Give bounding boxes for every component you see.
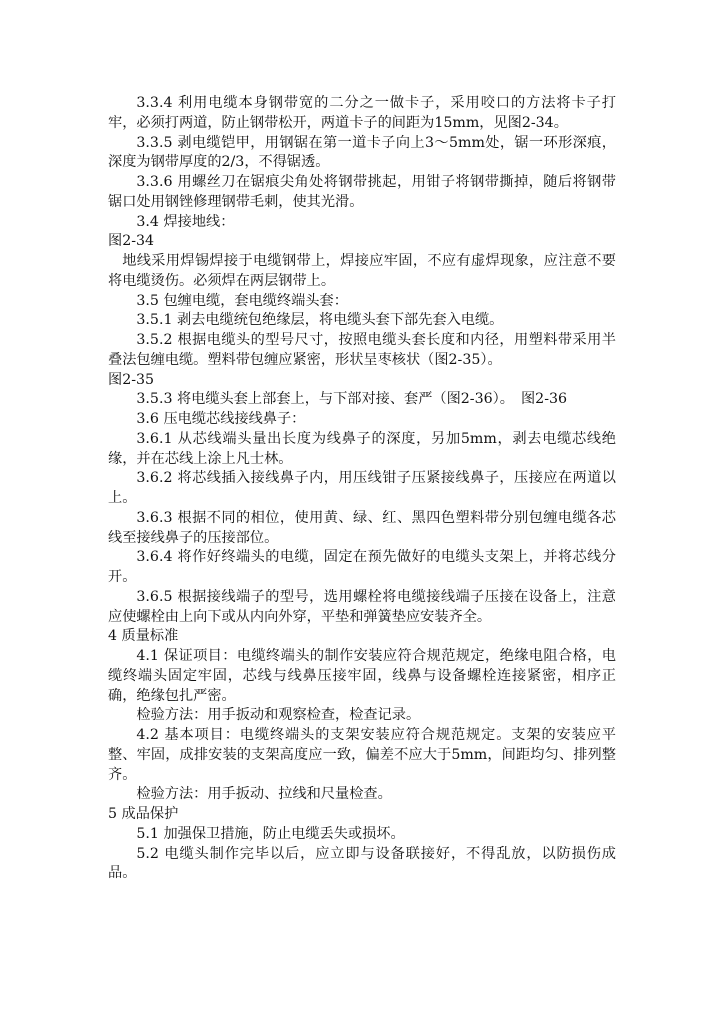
paragraph: 检验方法：用手扳动和观察检查，检查记录。 xyxy=(136,707,421,724)
paragraph: 4.1 保证项目：电缆终端头的制作安装应符合规范规定，绝缘电阻合格，电缆终端头固定牢固，芯线与线鼻压接牢固，线鼻与设备螺栓连接紧密，相序正确，绝缘包扎严密。 xyxy=(108,648,616,704)
section-heading: 3.6 压电缆芯线接线鼻子： xyxy=(136,411,306,427)
paragraph: 5.1 加强保卫措施，防止电缆丢失或损坏。 xyxy=(136,825,405,842)
section-heading: 3.4 焊接地线： xyxy=(136,213,235,230)
paragraph: 3.3.5 剥电缆铠甲，用钢锯在第一道卡子向上3～5mm处，锯一环形深痕，深度为钢带厚度的2/3，不得锯透。 xyxy=(108,134,616,171)
paragraph: 4.2 基本项目：电缆终端头的支架安装应符合规范规定。支架的安装应平整、牢固，成排安装的支架高度应一致，偏差不应大于5mm，间距均匀、排列整齐。 xyxy=(108,727,616,783)
paragraph: 3.3.6 用螺丝刀在锯痕尖角处将钢带挑起，用钳子将钢带撕掉，随后将钢带锯口处用钢锉修理钢带毛刺，使其光滑。 xyxy=(108,174,616,210)
paragraph: 5.2 电缆头制作完毕以后，应立即与设备联接好，不得乱放，以防损伤成品。 xyxy=(108,845,616,882)
paragraph: 3.6.4 将作好终端头的电缆，固定在预先做好的电缆头支架上，并将芯线分开。 xyxy=(108,549,616,585)
document-page xyxy=(108,94,616,884)
paragraph: 3.6.1 从芯线端头量出长度为线鼻子的深度，另加5mm，剥去电缆芯线绝缘，并在芯线上涂上凡士林。 xyxy=(108,430,616,467)
section-heading: 3.5 包缠电缆，套电缆终端头套： xyxy=(136,292,348,309)
section-heading: 5 成品保护 xyxy=(108,806,179,822)
paragraph: 检验方法：用手扳动、拉线和尺量检查。 xyxy=(136,786,392,803)
paragraph: 3.6.2 将芯线插入接线鼻子内，用压线钳子压紧接线鼻子，压接应在两道以上。 xyxy=(108,470,616,506)
paragraph: 地线采用焊锡焊接于电缆钢带上，焊接应牢固，不应有虚焊现象，应注意不要将电缆烫伤。必须焊在两层钢带上。 xyxy=(108,253,616,289)
figure-caption: 图2-34 xyxy=(108,233,155,250)
section-heading: 4 质量标准 xyxy=(108,628,179,645)
paragraph: 3.5.2 根据电缆头的型号尺寸，按照电缆头套长度和内径，用塑料带采用半叠法包缠电缆。塑料带包缠应紧密，形状呈枣核状（图2-35）。 xyxy=(108,332,616,368)
paragraph: 3.5.3 将电缆头套上部套上，与下部对接、套严（图2-36）。 图2-36 xyxy=(136,391,568,408)
paragraph: 3.6.5 根据接线端子的型号，选用螺栓将电缆接线端子压接在设备上，注意应使螺栓由上向下或从内向外穿，平垫和弹簧垫应安装齐全。 xyxy=(108,588,616,625)
figure-caption: 图2-35 xyxy=(108,371,155,388)
paragraph: 3.6.3 根据不同的相位，使用黄、绿、红、黑四色塑料带分别包缠电缆各芯线至接线鼻子的压接部位。 xyxy=(108,509,616,546)
paragraph: 3.3.4 利用电缆本身钢带宽的二分之一做卡子，采用咬口的方法将卡子打牢，必须打两道，防止钢带松开，两道卡子的间距为15mm，见图2-34。 xyxy=(108,95,616,131)
paragraph: 3.5.1 剥去电缆统包绝缘层，将电缆头套下部先套入电缆。 xyxy=(136,312,504,329)
